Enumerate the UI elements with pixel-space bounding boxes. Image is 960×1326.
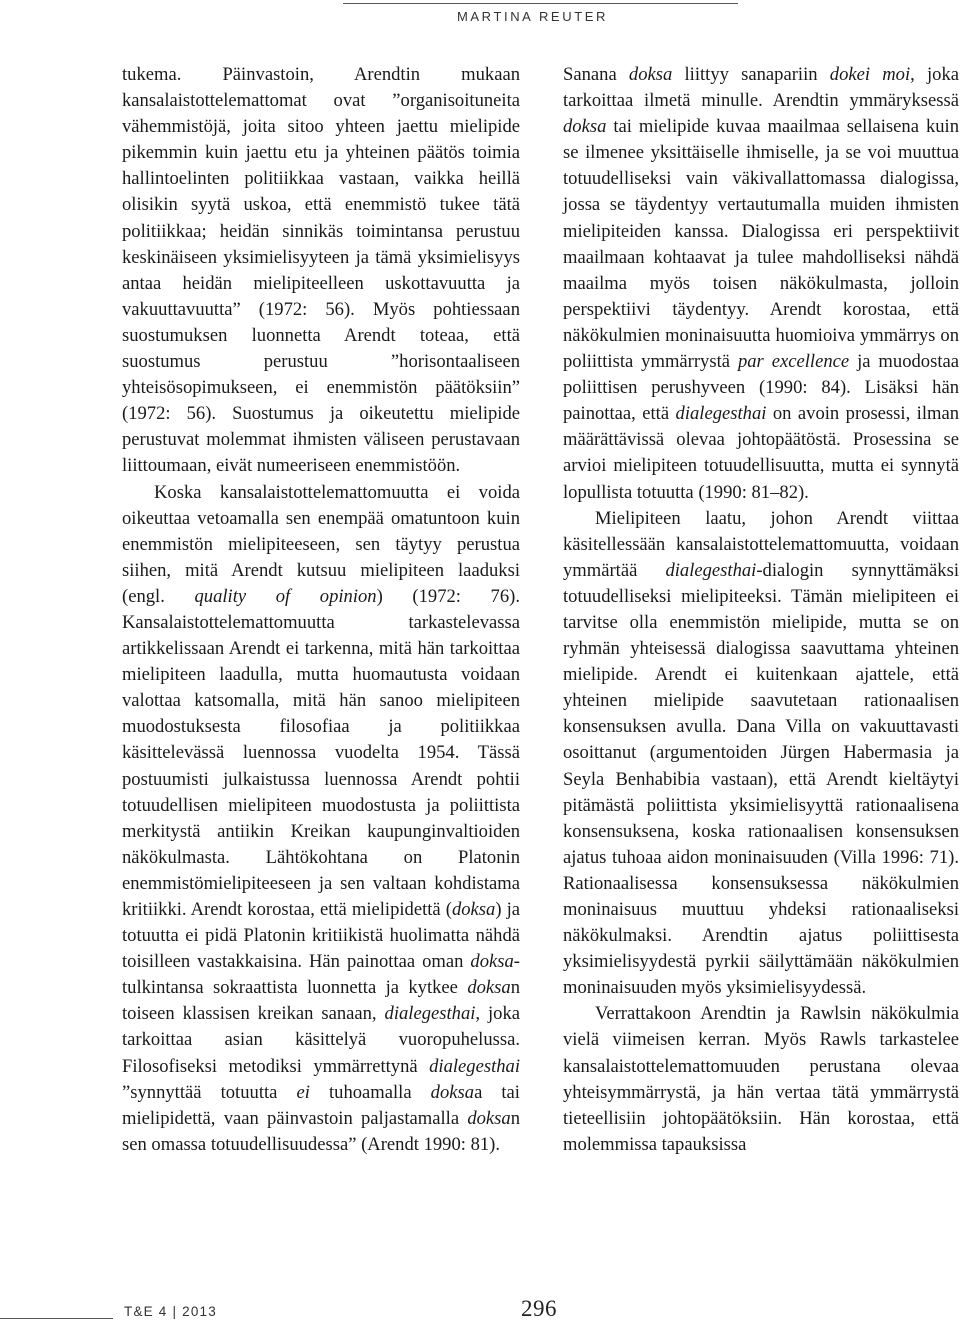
right-column	[563, 62, 959, 1158]
paragraph-rawls: Verrattakoon Arendtin ja Rawlsin näkökulmia vielä viimeisen kerran. Myös Rawls tarkastelee kansalaistottelemattomuuden perustana olevaa yhteisymmärrystä, ja hän vertaa tätä ymmärrystä tieteellisiin johtopäätöksiin. Hän korostaa, että molemmissa tapauksissa	[563, 1003, 959, 1155]
page-number: 296	[521, 1296, 557, 1321]
paragraph-doksa: Sanana doksa liittyy sanapariin dokei moi, joka tarkoittaa ilmetä minulle. Arendtin ymmäryksessä doksa tai mielipide kuvaa maailmaa sellaisena kuin se ilmenee yksittäiselle ihmiselle, ja se voi muuttua totuudelliseksi vain väkivallattomassa dialogissa, jossa se täydentyy vertautumalla muiden ihmisten mielipiteiden kanssa. Dialogissa eri perspektiivit maailmaan kohtaavat ja tulee mahdolliseksi nähdä maailma myös toisen näkökulmasta, jolloin perspektiivi täydentyy. Arendt korostaa, että näkökulmien moninaisuutta huomioiva ymmärrys on poliittista ymmärrystä par excellence ja muodostaa poliittisen perushyveen (1990: 84). Lisäksi hän painottaa, että dialegesthai on avoin prosessi, ilman määrättävissä olevaa johtopäätöstä. Prosessina se arvioi mielipiteen totuudellisuutta, mutta ei synnytä lopullista totuutta (1990: 81–82).	[563, 64, 960, 503]
header-rule	[343, 3, 738, 4]
paragraph-dialegesthai: Mielipiteen laatu, johon Arendt viittaa käsitellessään kansalaistottelemattomuutta, voidaan ymmärtää dialegesthai-dialogin synnyttämäksi totuudelliseksi mielipiteeksi. Tämän mielipiteen ei tarvitse olla enemmistön mielipide, mutta se on ryhmän yhteisessä dialogissa saavuttama yhteinen mielipide. Arendt ei kuitenkaan ajattele, että yhteinen mielipide saavutetaan rationaalisen konsensuksen avulla. Dana Villa on vakuuttavasti osoittanut (argumentoiden Jürgen Habermasia ja Seyla Benhabibia vastaan), että Arendt kieltäytyi pitämästä poliittista yksimielisyyttä rationaalisena konsensuksena, koska rationaalisen konsensuksen ajatus tuhoaa aidon moninaisuuden (Villa 1996: 71). Rationaalisessa konsensuksessa näkökulmien moninaisuus muuttuu yhdeksi rationaaliseksi näkökulmaksi. Arendtin ajatus poliittisesta yksimielisyydestä pyrkii säilyttämään näkökulmien moninaisuuden myös yksimielisyydessä.	[563, 507, 959, 999]
paragraph-quality-of-opinion: Koska kansalaistottelemattomuutta ei voida oikeuttaa vetoamalla sen enempää omatuntoon kuin enemmistön mielipiteeseen, sen täytyy perustua siihen, mitä Arendt kutsuu mielipiteen laaduksi (engl. quality of opinion) (1972: 76). Kansalaistottelemattomuutta tarkastelevassa artikkelissaan Arendt ei tarkenna, mitä hän tarkoittaa mielipiteen laadulla, mutta huomautusta voidaan valottaa katsomalla, mitä hän sanoo mielipiteen muodostuksesta filosofiaa ja politiikkaa käsittelevässä luennossa vuodelta 1954. Tässä postuumisti julkaistussa luennossa Arendt pohtii totuudellisen mielipiteen muodostusta ja poliittista merkitystä antiikin Kreikan kaupunginvaltioiden näkökulmasta. Lähtökohtana on Platonin enemmistömielipiteeseen ja sen valtaan kohdistama kritiikki. Arendt korostaa, että mielipidettä (doksa) ja totuutta ei pidä Platonin kritiikistä huolimatta nähdä toisilleen vastakkaisina. Hän painottaa oman doksa-tulkintansa sokraattista luonnetta ja kytkee doksan toiseen klassisen kreikan sanaan, dialegesthai, joka tarkoittaa asian käsittelyä vuoropuhelussa. Filosofiseksi metodiksi ymmärrettynä dialegesthai ”synnyttää totuutta ei tuhoamalla doksaa tai mielipidettä, vaan päinvastoin paljastamalla doksan sen omassa totuudellisuudessa” (Arendt 1990: 81).	[122, 481, 520, 1155]
footer-rule	[0, 1318, 113, 1319]
paragraph-continuation: tukema. Päinvastoin, Arendtin mukaan kansalaistottelemattomat ovat ”organisoituneita vähemmistöjä, joita sitoo yhteen jaettu mielipide pikemmin kuin jaettu etu ja yhteinen päätös toimia hallintoelinten politiikkaa vastaan, vaikka heillä olisikin syytä uskoa, että enemmistö tukee tätä politiikkaa; heidän sinnikäs toimintansa perustuu keskinäiseen yksimielisyyteen ja tämä yksimielisyys antaa heidän mielipiteelleen uskottavuutta ja vakuuttavuutta” (1972: 56). Myös pohtiessaan suostumuksen luonnetta Arendt toteaa, että suostumus perustuu ”horisontaaliseen yhteisösopimukseen, ei enemmistön päätöksiin” (1972: 56). Suostumus ja oikeutettu mielipide perustuvat molemmat ihmisten väliseen perustavaan liittoumaan, eivät numeeriseen enemmistöön.	[122, 64, 520, 477]
left-column	[122, 62, 520, 1158]
footer-journal-issue: T&E 4 | 2013	[124, 1304, 217, 1319]
running-header-author: MARTINA REUTER	[456, 9, 608, 24]
